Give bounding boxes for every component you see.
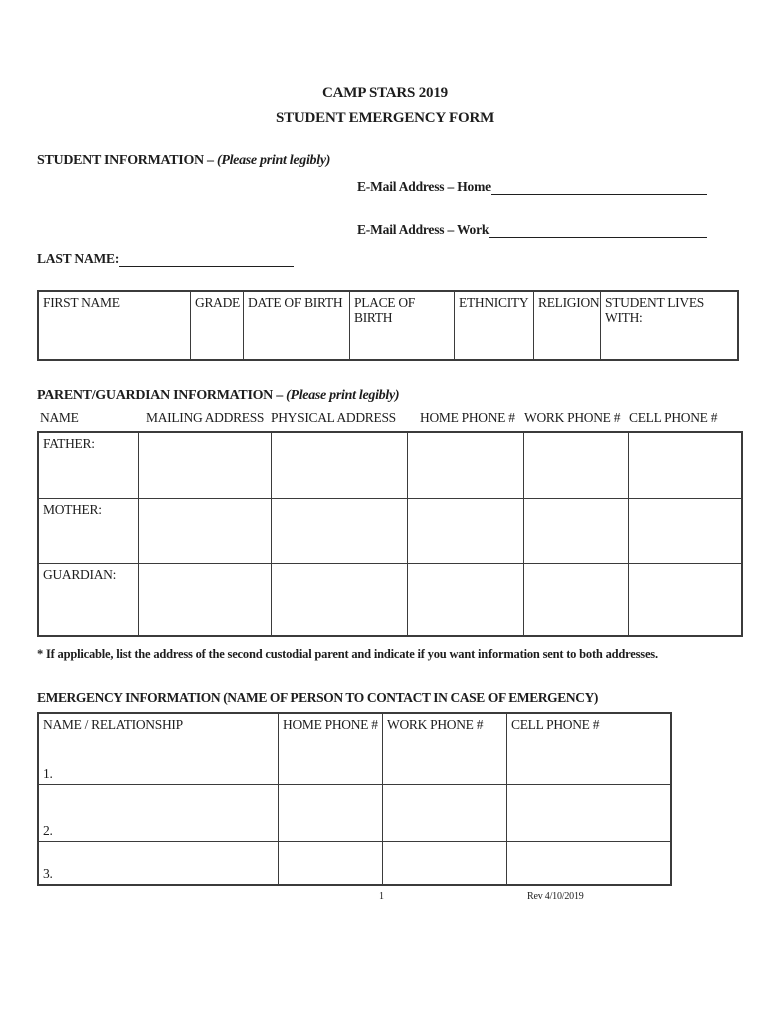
mother-home-phone-cell[interactable] [408, 499, 524, 563]
contact-1-name-cell[interactable] [39, 714, 279, 784]
contact-3-number: 3. [43, 865, 53, 881]
guardian-label-cell [39, 564, 139, 635]
custodial-note: * If applicable, list the address of the second custodial parent and indicate if you want information sent to both addresses. [37, 647, 658, 661]
last-name-label: LAST NAME: [37, 251, 120, 266]
footer-page-number: 1 [379, 891, 384, 902]
date-of-birth-cell[interactable] [244, 292, 350, 359]
contact-3-name-cell[interactable] [39, 842, 279, 884]
page-title: CAMP STARS 2019 [322, 85, 448, 101]
mother-work-phone-cell[interactable] [524, 499, 629, 563]
religion-cell[interactable] [534, 292, 601, 359]
guardian-row [39, 564, 741, 635]
student-table-row [39, 292, 737, 359]
parent-col-header-physical: PHYSICAL ADDRESS [271, 410, 396, 425]
guardian-cell-phone-cell[interactable] [629, 564, 741, 635]
contact-2-home-phone-cell[interactable] [279, 785, 383, 841]
contact-1-home-phone-cell[interactable] [279, 714, 383, 784]
mother-label: MOTHER: [43, 502, 102, 517]
student-info-heading-note: (Please print legibly) [216, 153, 331, 168]
email-home-label: E-Mail Address – Home [357, 179, 491, 194]
emergency-row-3 [39, 842, 670, 884]
contact-2-cell-phone-cell[interactable] [507, 785, 670, 841]
parent-info-heading [37, 388, 399, 404]
mother-physical-cell[interactable] [272, 499, 408, 563]
first-name-header: FIRST NAME [43, 295, 120, 310]
ethnicity-header: ETHNICITY [459, 295, 529, 310]
emergency-col-header-home-phone: HOME PHONE # [283, 717, 378, 732]
page-subtitle: STUDENT EMERGENCY FORM [275, 110, 495, 126]
parent-col-header-mailing: MAILING ADDRESS [146, 410, 265, 425]
parent-info-heading-text: PARENT/GUARDIAN INFORMATION – [37, 388, 287, 403]
mother-cell-phone-cell[interactable] [629, 499, 741, 563]
first-name-cell[interactable] [39, 292, 191, 359]
student-lives-with-cell[interactable] [601, 292, 737, 359]
father-label-cell [39, 433, 139, 498]
parent-col-header-name: NAME [40, 410, 79, 425]
parent-col-header-cell-phone: CELL PHONE # [629, 410, 718, 425]
mother-label-cell [39, 499, 139, 563]
father-mailing-cell[interactable] [139, 433, 272, 498]
grade-header: GRADE [195, 295, 240, 310]
contact-2-name-cell[interactable] [39, 785, 279, 841]
email-work-input[interactable] [489, 222, 707, 238]
date-of-birth-header: DATE OF BIRTH [248, 295, 343, 310]
contact-2-number: 2. [43, 822, 53, 838]
parent-col-header-work-phone: WORK PHONE # [524, 410, 621, 425]
document-title-block [0, 81, 770, 131]
student-info-table [37, 290, 739, 361]
place-of-birth-cell[interactable] [350, 292, 455, 359]
email-home-input[interactable] [491, 179, 707, 195]
student-info-heading [37, 153, 330, 169]
father-work-phone-cell[interactable] [524, 433, 629, 498]
email-work-label: E-Mail Address – Work [357, 222, 490, 237]
contact-1-cell-phone-cell[interactable] [507, 714, 670, 784]
religion-header: RELIGION [538, 295, 600, 310]
father-row [39, 433, 741, 499]
parent-guardian-table [37, 431, 743, 637]
guardian-home-phone-cell[interactable] [408, 564, 524, 635]
father-cell-phone-cell[interactable] [629, 433, 741, 498]
parent-col-header-home-phone: HOME PHONE # [420, 410, 515, 425]
mother-row [39, 499, 741, 564]
contact-3-home-phone-cell[interactable] [279, 842, 383, 884]
guardian-mailing-cell[interactable] [139, 564, 272, 635]
father-home-phone-cell[interactable] [408, 433, 524, 498]
emergency-row-2 [39, 785, 670, 842]
father-physical-cell[interactable] [272, 433, 408, 498]
email-work-row [357, 222, 707, 238]
parent-column-headers [37, 410, 743, 426]
last-name-input[interactable] [119, 251, 294, 267]
emergency-contacts-table [37, 712, 672, 886]
place-of-birth-header: PLACE OF BIRTH [354, 295, 415, 326]
guardian-label: GUARDIAN: [43, 567, 117, 582]
ethnicity-cell[interactable] [455, 292, 534, 359]
email-home-row [357, 179, 707, 195]
guardian-work-phone-cell[interactable] [524, 564, 629, 635]
emergency-col-header-cell-phone: CELL PHONE # [511, 717, 600, 732]
footer-revision: Rev 4/10/2019 [527, 891, 584, 902]
contact-3-cell-phone-cell[interactable] [507, 842, 670, 884]
emergency-info-heading: EMERGENCY INFORMATION (NAME OF PERSON TO CONTACT IN CASE OF EMERGENCY) [37, 690, 599, 705]
emergency-col-header-work-phone: WORK PHONE # [387, 717, 484, 732]
contact-3-work-phone-cell[interactable] [383, 842, 507, 884]
parent-info-heading-note: (Please print legibly) [286, 388, 400, 403]
student-lives-with-header: STUDENT LIVES WITH: [605, 295, 704, 326]
contact-1-number: 1. [43, 765, 53, 781]
father-label: FATHER: [43, 436, 95, 451]
last-name-row [37, 251, 294, 267]
emergency-row-1 [39, 714, 670, 785]
contact-2-work-phone-cell[interactable] [383, 785, 507, 841]
student-info-heading-text: STUDENT INFORMATION – [37, 153, 217, 168]
contact-1-work-phone-cell[interactable] [383, 714, 507, 784]
emergency-col-header-name-relationship: NAME / RELATIONSHIP [43, 717, 183, 732]
mother-mailing-cell[interactable] [139, 499, 272, 563]
guardian-physical-cell[interactable] [272, 564, 408, 635]
grade-cell[interactable] [191, 292, 244, 359]
